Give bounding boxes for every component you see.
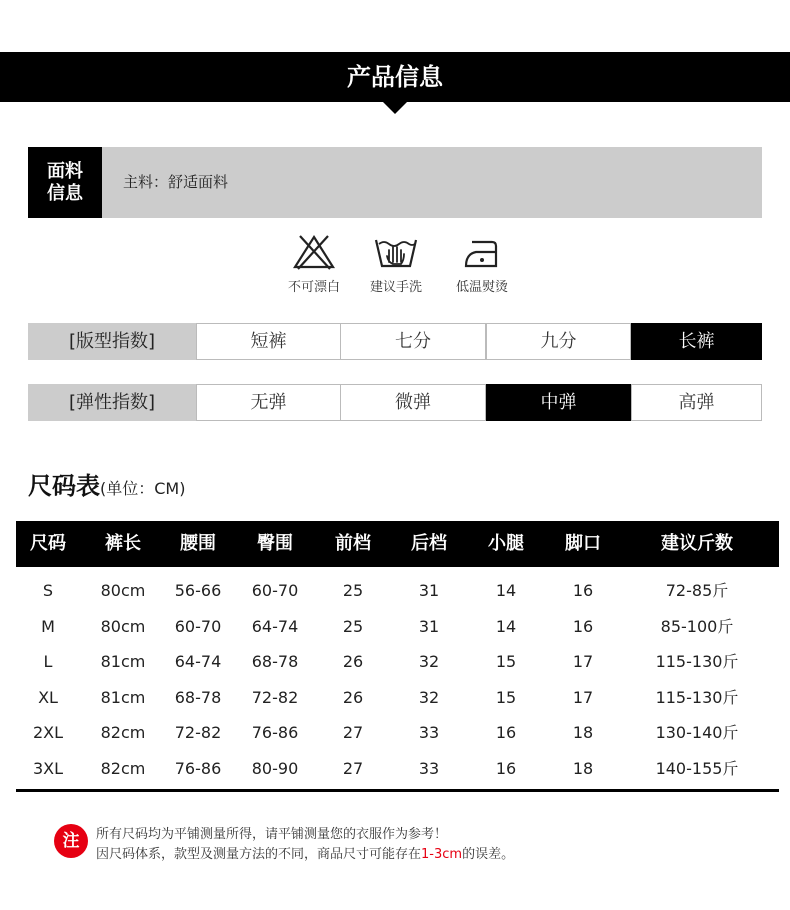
cell-calf: 15 [495, 687, 517, 707]
col-header-weight: 建议斤数 [661, 533, 733, 554]
fit-option-ankle-nine: 九分 [486, 323, 631, 360]
table-bottom-rule [16, 789, 779, 792]
no-bleach-icon [292, 234, 336, 270]
size-table-header [16, 521, 779, 567]
size-chart-title [28, 466, 185, 501]
cell-hem: 16 [572, 616, 594, 636]
col-header-front-rise: 前档 [335, 533, 371, 554]
col-header-size: 尺码 [30, 533, 66, 554]
note-error-range: 1-3cm [421, 847, 463, 862]
fit-index-label: [版型指数] [28, 323, 196, 360]
cell-hem: 18 [572, 758, 594, 778]
col-header-waist: 腰围 [180, 533, 216, 554]
cell-front-rise: 27 [342, 758, 364, 778]
cell-waist: 76-86 [174, 758, 222, 778]
note-badge: 注 [54, 824, 88, 858]
fit-index-row [28, 323, 760, 360]
banner-pointer [382, 101, 408, 114]
cell-calf: 14 [495, 581, 517, 600]
cell-length: 80cm [100, 616, 146, 636]
fabric-label-line1: 面料 [47, 160, 83, 182]
cell-back-rise: 33 [418, 758, 440, 778]
table-row [16, 573, 779, 608]
cell-waist: 68-78 [174, 687, 222, 707]
cell-hip: 80-90 [251, 758, 299, 778]
cell-length: 82cm [100, 758, 146, 778]
low-temp-iron-icon [462, 234, 502, 270]
header-banner [0, 52, 790, 102]
fabric-info-label [28, 147, 102, 218]
cell-back-rise: 31 [418, 581, 440, 600]
cell-size: M [41, 616, 55, 636]
fit-option-long-pants-selected: 长裤 [631, 323, 762, 360]
elastic-option-medium-selected: 中弹 [486, 384, 631, 421]
col-header-calf: 小腿 [488, 533, 524, 554]
fabric-description: 主料：舒适面料 [123, 173, 229, 191]
cell-hip: 76-86 [251, 723, 299, 742]
cell-hip: 72-82 [251, 687, 299, 707]
cell-weight: 115-130斤 [655, 652, 739, 671]
cell-length: 81cm [100, 687, 146, 707]
table-row [16, 609, 779, 644]
cell-front-rise: 27 [342, 723, 364, 742]
cell-size: 3XL [32, 758, 64, 778]
fit-option-shorts: 短裤 [196, 323, 341, 360]
cell-hem: 16 [572, 581, 594, 600]
cell-size: L [43, 652, 53, 671]
size-chart-title-text: 尺码表 [28, 472, 100, 500]
cell-waist: 60-70 [174, 616, 222, 636]
cell-weight: 130-140斤 [655, 723, 739, 742]
cell-hip: 60-70 [251, 581, 299, 600]
cell-front-rise: 26 [342, 687, 364, 707]
cell-hem: 17 [572, 652, 594, 671]
table-row [16, 715, 779, 750]
care-label-no-bleach: 不可漂白 [287, 280, 340, 295]
col-header-hem: 脚口 [565, 533, 601, 554]
cell-waist: 64-74 [174, 652, 222, 671]
cell-length: 82cm [100, 723, 146, 742]
cell-size: XL [38, 687, 58, 707]
table-row [16, 644, 779, 679]
page-title: 产品信息 [347, 63, 443, 91]
cell-calf: 16 [495, 758, 517, 778]
cell-hem: 17 [572, 687, 594, 707]
hand-wash-icon [373, 234, 419, 270]
care-label-hand-wash: 建议手洗 [369, 280, 422, 295]
fabric-info [28, 147, 762, 218]
note-line-1: 所有尺码均为平铺测量所得，请平铺测量您的衣服作为参考！ [96, 827, 448, 842]
cell-waist: 56-66 [174, 581, 222, 600]
table-row [16, 751, 779, 786]
cell-calf: 16 [495, 723, 517, 742]
cell-hip: 64-74 [251, 616, 299, 636]
cell-hem: 18 [572, 723, 594, 742]
cell-back-rise: 32 [418, 687, 440, 707]
cell-front-rise: 26 [342, 652, 364, 671]
fit-option-cropped-seven: 七分 [340, 323, 486, 360]
cell-length: 81cm [100, 652, 146, 671]
col-header-hip: 臀围 [257, 533, 293, 554]
note-line-2-after: 的误差。 [462, 847, 515, 862]
cell-weight: 85-100斤 [660, 616, 734, 636]
cell-waist: 72-82 [174, 723, 222, 742]
col-header-length: 裤长 [105, 533, 141, 554]
elastic-option-slight: 微弹 [340, 384, 486, 421]
cell-calf: 15 [495, 652, 517, 671]
care-item-no-bleach [274, 234, 354, 295]
care-label-low-iron: 低温熨烫 [455, 280, 508, 295]
cell-length: 80cm [100, 581, 146, 600]
note-line-2 [96, 843, 514, 862]
cell-weight: 140-155斤 [655, 758, 739, 778]
col-header-back-rise: 后档 [411, 533, 447, 554]
size-chart-unit: (单位：CM) [100, 479, 186, 498]
elastic-option-none: 无弹 [196, 384, 341, 421]
cell-back-rise: 33 [418, 723, 440, 742]
cell-front-rise: 25 [342, 616, 364, 636]
fabric-label-line2: 信息 [47, 182, 83, 204]
cell-hip: 68-78 [251, 652, 299, 671]
cell-back-rise: 32 [418, 652, 440, 671]
cell-weight: 72-85斤 [665, 581, 729, 600]
note-line-2-before: 因尺码体系，款型及测量方法的不同，商品尺寸可能存在 [96, 847, 422, 862]
cell-weight: 115-130斤 [655, 687, 739, 707]
care-item-low-iron [442, 234, 522, 295]
elastic-index-label: [弹性指数] [28, 384, 196, 421]
cell-size: S [42, 581, 54, 600]
cell-size: 2XL [32, 723, 64, 742]
care-item-hand-wash [356, 234, 436, 295]
cell-front-rise: 25 [342, 581, 364, 600]
elastic-index-row [28, 384, 760, 421]
cell-back-rise: 31 [418, 616, 440, 636]
elastic-option-high: 高弹 [631, 384, 762, 421]
table-row [16, 680, 779, 715]
cell-calf: 14 [495, 616, 517, 636]
